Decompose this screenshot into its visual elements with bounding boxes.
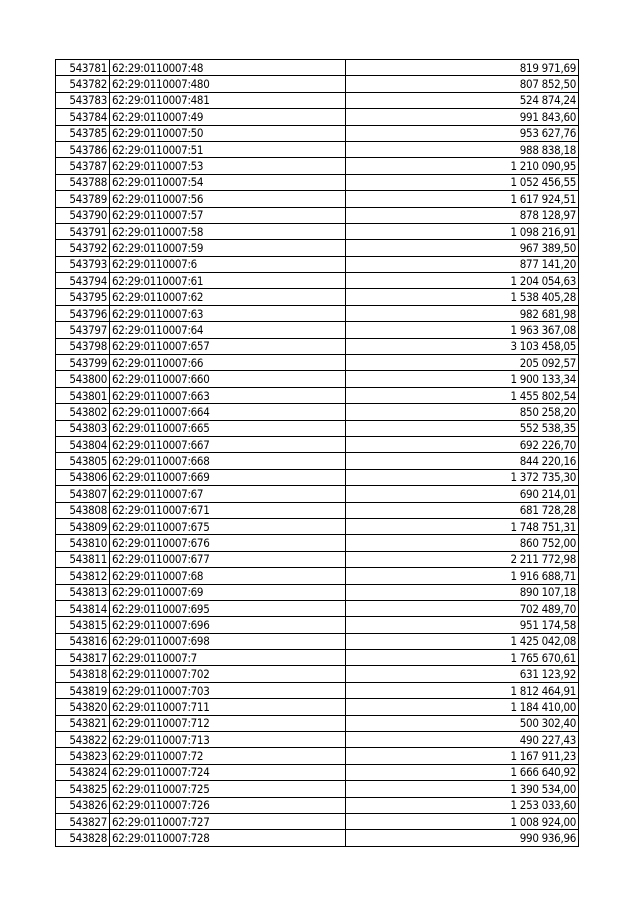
table-row [56,699,579,715]
table-row [56,60,579,76]
table-row [56,469,579,485]
cadastral-number-cell: 62:29:0110007:72 [110,748,346,764]
table-row [56,158,579,174]
cadastral-value-cell: 850 258,20 [346,404,579,420]
cadastral-number-cell: 62:29:0110007:663 [110,387,346,403]
row-number-cell: 543821 [56,715,110,731]
cadastral-number-cell: 62:29:0110007:698 [110,633,346,649]
table-body [56,60,579,847]
row-number-cell: 543813 [56,584,110,600]
row-number-cell: 543786 [56,141,110,157]
cadastral-number-cell: 62:29:0110007:66 [110,355,346,371]
table-row [56,223,579,239]
cadastral-value-cell: 681 728,28 [346,502,579,518]
table-row [56,650,579,666]
table-row [56,109,579,125]
cadastral-number-cell: 62:29:0110007:727 [110,813,346,829]
cadastral-number-cell: 62:29:0110007:56 [110,191,346,207]
cadastral-value-cell: 967 389,50 [346,240,579,256]
cadastral-value-cell: 877 141,20 [346,256,579,272]
cadastral-value-cell: 1 455 802,54 [346,387,579,403]
cadastral-value-cell: 1 666 640,92 [346,764,579,780]
table-row [56,535,579,551]
cadastral-value-cell: 1 204 054,63 [346,273,579,289]
row-number-cell: 543797 [56,322,110,338]
cadastral-value-cell: 1 372 735,30 [346,469,579,485]
table-row [56,764,579,780]
table-row [56,453,579,469]
row-number-cell: 543805 [56,453,110,469]
cadastral-value-cell: 1 425 042,08 [346,633,579,649]
row-number-cell: 543824 [56,764,110,780]
cadastral-value-cell: 1 900 133,34 [346,371,579,387]
cadastral-value-cell: 991 843,60 [346,109,579,125]
cadastral-number-cell: 62:29:0110007:667 [110,436,346,452]
cadastral-value-cell: 953 627,76 [346,125,579,141]
cadastral-value-cell: 1 963 367,08 [346,322,579,338]
cadastral-number-cell: 62:29:0110007:64 [110,322,346,338]
table-row [56,486,579,502]
cadastral-number-cell: 62:29:0110007:668 [110,453,346,469]
cadastral-value-cell: 1 184 410,00 [346,699,579,715]
row-number-cell: 543794 [56,273,110,289]
table-row [56,141,579,157]
cadastral-value-cell: 878 128,97 [346,207,579,223]
row-number-cell: 543783 [56,92,110,108]
cadastral-number-cell: 62:29:0110007:712 [110,715,346,731]
cadastral-value-cell: 860 752,00 [346,535,579,551]
cadastral-number-cell: 62:29:0110007:53 [110,158,346,174]
row-number-cell: 543789 [56,191,110,207]
cadastral-value-cell: 1 167 911,23 [346,748,579,764]
cadastral-number-cell: 62:29:0110007:665 [110,420,346,436]
cadastral-number-cell: 62:29:0110007:50 [110,125,346,141]
row-number-cell: 543787 [56,158,110,174]
cadastral-number-cell: 62:29:0110007:7 [110,650,346,666]
cadastral-number-cell: 62:29:0110007:49 [110,109,346,125]
row-number-cell: 543795 [56,289,110,305]
row-number-cell: 543784 [56,109,110,125]
cadastral-value-cell: 1 916 688,71 [346,568,579,584]
row-number-cell: 543800 [56,371,110,387]
row-number-cell: 543814 [56,600,110,616]
cadastral-number-cell: 62:29:0110007:660 [110,371,346,387]
table-row [56,92,579,108]
cadastral-value-cell: 205 092,57 [346,355,579,371]
row-number-cell: 543781 [56,60,110,76]
cadastral-number-cell: 62:29:0110007:671 [110,502,346,518]
table-row [56,682,579,698]
cadastral-value-cell: 692 226,70 [346,436,579,452]
table-row [56,305,579,321]
cadastral-value-cell: 1 253 033,60 [346,797,579,813]
cadastral-value-cell: 1 748 751,31 [346,518,579,534]
table-row [56,289,579,305]
table-row [56,568,579,584]
row-number-cell: 543817 [56,650,110,666]
cadastral-value-cell: 819 971,69 [346,60,579,76]
row-number-cell: 543785 [56,125,110,141]
cadastral-value-table [55,59,579,847]
cadastral-value-cell: 702 489,70 [346,600,579,616]
cadastral-value-cell: 500 302,40 [346,715,579,731]
row-number-cell: 543793 [56,256,110,272]
table-row [56,240,579,256]
row-number-cell: 543798 [56,338,110,354]
row-number-cell: 543809 [56,518,110,534]
row-number-cell: 543790 [56,207,110,223]
cadastral-value-cell: 490 227,43 [346,732,579,748]
cadastral-value-cell: 1 812 464,91 [346,682,579,698]
cadastral-value-cell: 1 617 924,51 [346,191,579,207]
cadastral-number-cell: 62:29:0110007:480 [110,76,346,92]
cadastral-number-cell: 62:29:0110007:58 [110,223,346,239]
cadastral-value-cell: 2 211 772,98 [346,551,579,567]
cadastral-value-cell: 3 103 458,05 [346,338,579,354]
table-row [56,797,579,813]
cadastral-value-cell: 982 681,98 [346,305,579,321]
cadastral-number-cell: 62:29:0110007:59 [110,240,346,256]
table-row [56,813,579,829]
table-row [56,781,579,797]
cadastral-value-cell: 990 936,96 [346,830,579,846]
table-row [56,715,579,731]
cadastral-number-cell: 62:29:0110007:61 [110,273,346,289]
cadastral-value-cell: 524 874,24 [346,92,579,108]
cadastral-number-cell: 62:29:0110007:6 [110,256,346,272]
cadastral-number-cell: 62:29:0110007:728 [110,830,346,846]
cadastral-value-cell: 631 123,92 [346,666,579,682]
row-number-cell: 543803 [56,420,110,436]
cadastral-value-cell: 1 765 670,61 [346,650,579,666]
table-row [56,633,579,649]
cadastral-value-cell: 1 052 456,55 [346,174,579,190]
cadastral-value-cell: 1 008 924,00 [346,813,579,829]
table-row [56,830,579,846]
table-row [56,256,579,272]
cadastral-value-cell: 890 107,18 [346,584,579,600]
cadastral-number-cell: 62:29:0110007:726 [110,797,346,813]
table-row [56,371,579,387]
cadastral-number-cell: 62:29:0110007:48 [110,60,346,76]
row-number-cell: 543792 [56,240,110,256]
cadastral-number-cell: 62:29:0110007:62 [110,289,346,305]
table-row [56,387,579,403]
cadastral-number-cell: 62:29:0110007:67 [110,486,346,502]
cadastral-number-cell: 62:29:0110007:677 [110,551,346,567]
table-row [56,338,579,354]
row-number-cell: 543804 [56,436,110,452]
row-number-cell: 543791 [56,223,110,239]
cadastral-value-cell: 1 210 090,95 [346,158,579,174]
cadastral-value-cell: 844 220,16 [346,453,579,469]
cadastral-number-cell: 62:29:0110007:51 [110,141,346,157]
table-row [56,732,579,748]
table-row [56,666,579,682]
cadastral-number-cell: 62:29:0110007:711 [110,699,346,715]
row-number-cell: 543815 [56,617,110,633]
table-row [56,748,579,764]
cadastral-value-cell: 690 214,01 [346,486,579,502]
row-number-cell: 543799 [56,355,110,371]
row-number-cell: 543788 [56,174,110,190]
row-number-cell: 543796 [56,305,110,321]
row-number-cell: 543827 [56,813,110,829]
table-row [56,551,579,567]
row-number-cell: 543828 [56,830,110,846]
row-number-cell: 543826 [56,797,110,813]
row-number-cell: 543802 [56,404,110,420]
cadastral-number-cell: 62:29:0110007:69 [110,584,346,600]
table-row [56,600,579,616]
cadastral-number-cell: 62:29:0110007:63 [110,305,346,321]
table-row [56,420,579,436]
table-row [56,404,579,420]
row-number-cell: 543820 [56,699,110,715]
cadastral-value-cell: 552 538,35 [346,420,579,436]
cadastral-number-cell: 62:29:0110007:657 [110,338,346,354]
cadastral-number-cell: 62:29:0110007:481 [110,92,346,108]
cadastral-number-cell: 62:29:0110007:724 [110,764,346,780]
table-row [56,207,579,223]
cadastral-number-cell: 62:29:0110007:664 [110,404,346,420]
cadastral-number-cell: 62:29:0110007:68 [110,568,346,584]
row-number-cell: 543801 [56,387,110,403]
row-number-cell: 543819 [56,682,110,698]
cadastral-number-cell: 62:29:0110007:713 [110,732,346,748]
cadastral-number-cell: 62:29:0110007:676 [110,535,346,551]
row-number-cell: 543812 [56,568,110,584]
cadastral-number-cell: 62:29:0110007:696 [110,617,346,633]
row-number-cell: 543818 [56,666,110,682]
table-row [56,502,579,518]
table-row [56,174,579,190]
cadastral-value-cell: 1 390 534,00 [346,781,579,797]
table-row [56,273,579,289]
row-number-cell: 543811 [56,551,110,567]
row-number-cell: 543806 [56,469,110,485]
cadastral-number-cell: 62:29:0110007:57 [110,207,346,223]
table-row [56,76,579,92]
row-number-cell: 543810 [56,535,110,551]
cadastral-value-cell: 807 852,50 [346,76,579,92]
cadastral-number-cell: 62:29:0110007:675 [110,518,346,534]
table-row [56,436,579,452]
row-number-cell: 543782 [56,76,110,92]
row-number-cell: 543808 [56,502,110,518]
table-row [56,518,579,534]
cadastral-value-cell: 1 538 405,28 [346,289,579,305]
row-number-cell: 543825 [56,781,110,797]
cadastral-number-cell: 62:29:0110007:725 [110,781,346,797]
cadastral-number-cell: 62:29:0110007:54 [110,174,346,190]
row-number-cell: 543822 [56,732,110,748]
table-row [56,125,579,141]
row-number-cell: 543816 [56,633,110,649]
cadastral-number-cell: 62:29:0110007:695 [110,600,346,616]
cadastral-number-cell: 62:29:0110007:703 [110,682,346,698]
table-row [56,617,579,633]
table-row [56,355,579,371]
row-number-cell: 543823 [56,748,110,764]
cadastral-value-cell: 951 174,58 [346,617,579,633]
table-row [56,584,579,600]
table-row [56,191,579,207]
cadastral-value-cell: 1 098 216,91 [346,223,579,239]
row-number-cell: 543807 [56,486,110,502]
cadastral-number-cell: 62:29:0110007:669 [110,469,346,485]
table-row [56,322,579,338]
cadastral-value-cell: 988 838,18 [346,141,579,157]
cadastral-number-cell: 62:29:0110007:702 [110,666,346,682]
